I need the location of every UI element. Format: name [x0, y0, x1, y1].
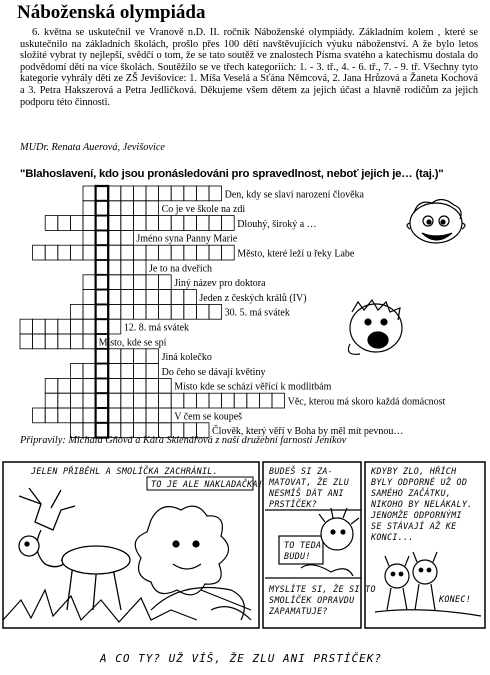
crossword-cell[interactable]	[133, 260, 146, 275]
cartoon-face-icon	[407, 199, 465, 243]
crossword-cell[interactable]	[184, 304, 197, 319]
crossword-cell[interactable]	[209, 304, 222, 319]
crossword-clue: Město, které leží u řeky Labe	[237, 248, 355, 260]
crossword-cell[interactable]	[222, 393, 235, 408]
crossword-cell[interactable]	[58, 245, 71, 260]
crossword-cell[interactable]	[247, 393, 260, 408]
comic-panel3-line2: BYLY ODPORNÉ UŽ OD	[371, 477, 468, 487]
crossword-clue: Co je ve škole na zdi	[161, 204, 246, 216]
crossword-cell[interactable]	[83, 334, 96, 349]
crossword-cell[interactable]	[209, 186, 222, 201]
crossword-cell[interactable]	[96, 186, 109, 201]
crossword-cell[interactable]	[83, 408, 96, 423]
crossword-cell[interactable]	[58, 408, 71, 423]
comic-panel2a-line4: PRSTÍČEK?	[269, 499, 318, 509]
comic-panel3-line4: NIKOHO BY NELÁKALY.	[371, 499, 473, 509]
crossword-cell[interactable]	[83, 304, 96, 319]
comic-panel1-line1: JELEN PŘIBĚHL A SMOLÍČKA ZACHRÁNIL.	[31, 466, 218, 476]
article-body	[20, 27, 478, 108]
crossword-clue: Dlouhý, široký a …	[237, 218, 317, 230]
crossword-cell[interactable]	[70, 408, 83, 423]
crossword-cell[interactable]	[108, 245, 121, 260]
crossword-cell[interactable]	[121, 378, 134, 393]
crossword-title: "Blahoslavení, kdo jsou pronásledováni pro spravedlnost, neboť jejich je… (taj.)"	[20, 168, 444, 180]
crossword-cell[interactable]	[96, 349, 109, 364]
comic-panel3-line7: KONCI...	[371, 532, 414, 542]
crossword-cell[interactable]	[259, 393, 272, 408]
crossword-cell[interactable]	[146, 201, 159, 216]
crossword-cell[interactable]	[121, 393, 134, 408]
crossword-cell[interactable]	[184, 216, 197, 231]
crossword-cell[interactable]	[108, 319, 121, 334]
crossword-cell[interactable]	[222, 216, 235, 231]
crossword-clue: Jiný název pro doktora	[174, 278, 266, 290]
crossword-cell[interactable]	[146, 349, 159, 364]
crossword-cell[interactable]	[108, 201, 121, 216]
crossword-clue: Místo kde se schází věřící k modlitbám	[174, 381, 332, 393]
crossword-cell[interactable]	[171, 186, 184, 201]
crossword-cell[interactable]	[20, 334, 33, 349]
crossword-cell[interactable]	[133, 304, 146, 319]
crossword-clue: Jiná kolečko	[161, 352, 212, 364]
crossword-cell[interactable]	[96, 304, 109, 319]
crossword-cell[interactable]	[133, 290, 146, 305]
crossword-cell[interactable]	[108, 349, 121, 364]
crossword-clue: 12. 8. má svátek	[123, 322, 190, 334]
comic-caption: A CO TY? UŽ VÍŠ, ŽE ZLU ANI PRSTÍČEK?	[100, 652, 383, 665]
crossword-cell[interactable]	[159, 378, 172, 393]
crossword-cell[interactable]	[184, 186, 197, 201]
crossword-cell[interactable]	[108, 216, 121, 231]
crossword-cell[interactable]	[58, 393, 71, 408]
crossword-cell[interactable]	[121, 408, 134, 423]
crossword-cell[interactable]	[146, 304, 159, 319]
crossword-cell[interactable]	[108, 393, 121, 408]
crossword-cell[interactable]	[209, 393, 222, 408]
crossword-cell[interactable]	[108, 408, 121, 423]
crossword-cell[interactable]	[58, 216, 71, 231]
crossword-clue: Den, kdy se slaví narození člověka	[224, 189, 365, 201]
crossword-cell[interactable]	[96, 201, 109, 216]
crossword-cell[interactable]	[121, 275, 134, 290]
crossword-cell[interactable]	[70, 378, 83, 393]
crossword-cell[interactable]	[83, 393, 96, 408]
crossword-clue: Jeden z českých králů (IV)	[199, 292, 307, 304]
crossword-cell[interactable]	[45, 216, 58, 231]
crossword-cell[interactable]	[70, 245, 83, 260]
crossword-cell[interactable]	[45, 245, 58, 260]
crossword-cell[interactable]	[171, 393, 184, 408]
crossword-cell[interactable]	[96, 319, 109, 334]
crossword-cell[interactable]	[45, 393, 58, 408]
crossword-cell[interactable]	[146, 364, 159, 379]
comic-panel3-line5: JENOMŽE ODPORNÝMI	[371, 510, 462, 520]
crossword-clue: Člověk, který věří v Boha by měl mít pevnou…	[212, 426, 404, 438]
crossword-cell[interactable]	[133, 349, 146, 364]
crossword-cell[interactable]	[171, 304, 184, 319]
crossword-cell[interactable]	[234, 393, 247, 408]
crossword-cell[interactable]	[171, 245, 184, 260]
crossword-cell[interactable]	[171, 290, 184, 305]
crossword-cell[interactable]	[184, 393, 197, 408]
crossword-secret-column	[96, 186, 109, 438]
crossword-cell[interactable]	[96, 408, 109, 423]
crossword-cell[interactable]	[121, 245, 134, 260]
crossword-cell[interactable]	[146, 216, 159, 231]
crossword-cell[interactable]	[272, 393, 285, 408]
comic-panel2c-line1: MYSLÍTE SI, ŽE SI TO	[269, 584, 376, 594]
crossword-cell[interactable]	[33, 334, 46, 349]
crossword-cell[interactable]	[146, 245, 159, 260]
crossword-clue: Věc, kterou má skoro každá domácnost	[287, 396, 446, 408]
crossword-prepared-by: Připravily: Michala Gňová a Káťa Sklenářová z naší družební farnosti Jeníkov	[20, 435, 347, 446]
crossword-cell[interactable]	[196, 216, 209, 231]
crossword-cell[interactable]	[159, 245, 172, 260]
crossword-cell[interactable]	[209, 245, 222, 260]
crossword-clue: Je to na dveřích	[149, 263, 213, 275]
crossword-cell[interactable]	[45, 319, 58, 334]
comic-panel1-line2: TO JE ALE NAKLADAČKA!	[151, 479, 264, 489]
crossword-cell[interactable]	[121, 304, 134, 319]
comic-panel3-line1: KDYBY ZLO, HŘÍCH	[371, 466, 457, 476]
crossword-cell[interactable]	[83, 290, 96, 305]
crossword-cell[interactable]	[83, 319, 96, 334]
comic-panel2b-line2: BUDU!	[284, 551, 311, 561]
crossword-cell[interactable]	[33, 245, 46, 260]
crossword-clue: V čem se koupeš	[174, 411, 243, 423]
crossword-cell[interactable]	[184, 245, 197, 260]
crossword-cell[interactable]	[108, 275, 121, 290]
crossword-cell[interactable]	[83, 186, 96, 201]
crossword-cell[interactable]	[121, 349, 134, 364]
cartoon-shouting-face-icon	[348, 300, 402, 354]
comic-panel2a-line2: MATOVAT, ŽE ZLU	[269, 477, 350, 487]
crossword-cell[interactable]	[146, 275, 159, 290]
crossword-cell[interactable]	[196, 245, 209, 260]
crossword-cell[interactable]	[58, 334, 71, 349]
crossword-cell[interactable]	[159, 304, 172, 319]
crossword-cell[interactable]	[45, 378, 58, 393]
crossword-cell[interactable]	[83, 364, 96, 379]
crossword-cell[interactable]	[159, 393, 172, 408]
crossword-cell[interactable]	[133, 275, 146, 290]
comic-panel2b-line1: TO TEDA	[284, 540, 322, 550]
crossword-clue: Do čeho se dávají květiny	[161, 366, 266, 378]
crossword-cell[interactable]	[108, 290, 121, 305]
crossword-cell[interactable]	[133, 245, 146, 260]
crossword-cell[interactable]	[146, 290, 159, 305]
crossword-cell[interactable]	[133, 201, 146, 216]
crossword-cell[interactable]	[96, 230, 109, 245]
crossword-clue: Jméno syna Panny Marie	[136, 233, 238, 245]
crossword-cell[interactable]	[83, 230, 96, 245]
crossword-cell[interactable]	[108, 260, 121, 275]
comic-panel2c-line3: ZAPAMATUJE?	[269, 606, 328, 616]
crossword-cell[interactable]	[70, 216, 83, 231]
crossword-clue: Místo, kde se spí	[98, 337, 167, 349]
crossword-cell[interactable]	[133, 393, 146, 408]
crossword-cell[interactable]	[45, 334, 58, 349]
crossword-cell[interactable]	[96, 216, 109, 231]
article-signature: MUDr. Renata Auerová, Jevišovice	[20, 142, 165, 153]
crossword-clue: 30. 5. má svátek	[224, 307, 290, 319]
crossword-cell[interactable]	[133, 364, 146, 379]
crossword-cell[interactable]	[20, 319, 33, 334]
crossword-cell[interactable]	[83, 275, 96, 290]
crossword-cell[interactable]	[108, 304, 121, 319]
crossword-cell[interactable]	[121, 260, 134, 275]
crossword-cell[interactable]	[159, 186, 172, 201]
crossword-cell[interactable]	[196, 186, 209, 201]
crossword-cell[interactable]	[159, 216, 172, 231]
crossword-cell[interactable]	[108, 230, 121, 245]
comic-panel3-line6: SE STÁVAJÍ AŽ KE	[371, 521, 457, 531]
comic-strip	[1, 460, 487, 630]
crossword-cell[interactable]	[83, 245, 96, 260]
crossword-cell[interactable]	[146, 393, 159, 408]
comic-panel3-line3: SAMÉHO ZAČÁTKU,	[371, 488, 452, 498]
deer-drawing-icon	[19, 488, 130, 610]
crossword-cell[interactable]	[133, 216, 146, 231]
crossword-cell[interactable]	[209, 216, 222, 231]
crossword-cell[interactable]	[196, 304, 209, 319]
crossword-cell[interactable]	[121, 216, 134, 231]
crossword-cell[interactable]	[33, 319, 46, 334]
hedgehog-drawing-icon	[321, 518, 353, 550]
crossword-cell[interactable]	[108, 378, 121, 393]
crossword-cell[interactable]	[108, 364, 121, 379]
crossword-cell[interactable]	[184, 290, 197, 305]
crossword-cell[interactable]	[133, 408, 146, 423]
comic-panel2a-line3: NESMÍŠ DÁT ANI	[269, 488, 344, 498]
crossword-cell[interactable]	[159, 290, 172, 305]
crossword-cell[interactable]	[96, 290, 109, 305]
crossword-cell[interactable]	[133, 378, 146, 393]
crossword-cell[interactable]	[70, 364, 83, 379]
crossword-cell[interactable]	[146, 186, 159, 201]
crossword-cell[interactable]	[70, 334, 83, 349]
crossword-cell[interactable]	[83, 216, 96, 231]
crossword-cell[interactable]	[121, 230, 134, 245]
crossword-cell[interactable]	[196, 393, 209, 408]
crossword-cell[interactable]	[45, 408, 58, 423]
crossword-cell[interactable]	[121, 201, 134, 216]
crossword-cell[interactable]	[96, 364, 109, 379]
article-text: 6. května se uskutečnil ve Vranově n.D. II. ročník Náboženské olympiády. Základním kolem , které se uskutečnilo na základních školách, prošlo přes 100 dětí navštěvujících výuku náboženství. A že bylo letos složité vybrat ty nejlepší, svědčí o tom, že se tato soutěž ve znalostech Písma svatého a katechismu dostala do podvědomí dětí na více školách. Soutěžilo se ve třech kategoriích: 1. - 3. tř., 4. - 6. tř., 7. - 9. tř. Všechny tyto kategorie vyhrály děti ze ZŠ Jevišovice: 1. Míša Veselá a Sťána Němcová, 2. Jana Hrůzová a Žaneta Kochová a 3. Petra Hakszerová a Petra Jedličková. Děkujeme všem dětem za jejich účast a hlavně rodičům za jejich podporu této činnosti.	[20, 27, 478, 108]
crossword-cell[interactable]	[108, 186, 121, 201]
crossword-cell[interactable]	[70, 319, 83, 334]
crossword-cell[interactable]	[121, 290, 134, 305]
comic-panel2c-line2: SMOLÍČEK OPRAVDU	[269, 595, 355, 605]
crossword-cell[interactable]	[146, 378, 159, 393]
crossword-cell[interactable]	[58, 378, 71, 393]
crossword-cell[interactable]	[121, 186, 134, 201]
comic-panel3-end: KONEC!	[439, 594, 472, 604]
crossword-cell[interactable]	[33, 408, 46, 423]
crossword-cell[interactable]	[222, 245, 235, 260]
crossword-cell[interactable]	[96, 393, 109, 408]
crossword-cell[interactable]	[121, 364, 134, 379]
crossword-cell[interactable]	[58, 319, 71, 334]
crossword-cell[interactable]	[96, 275, 109, 290]
crossword-cell[interactable]	[70, 304, 83, 319]
crossword-cell[interactable]	[159, 408, 172, 423]
crossword-cell[interactable]	[159, 275, 172, 290]
crossword-cell[interactable]	[171, 216, 184, 231]
comic-panel2a-line1: BUDEŠ SI ZA-	[269, 466, 334, 476]
crossword-cell[interactable]	[133, 186, 146, 201]
crossword-cell[interactable]	[96, 378, 109, 393]
crossword-cell[interactable]	[83, 378, 96, 393]
crossword-cell[interactable]	[70, 393, 83, 408]
devils-drawing-icon	[375, 552, 481, 616]
crossword-cell[interactable]	[146, 408, 159, 423]
article-title: Náboženská olympiáda	[17, 2, 206, 23]
crossword-cell[interactable]	[83, 201, 96, 216]
crossword-cell[interactable]	[96, 245, 109, 260]
